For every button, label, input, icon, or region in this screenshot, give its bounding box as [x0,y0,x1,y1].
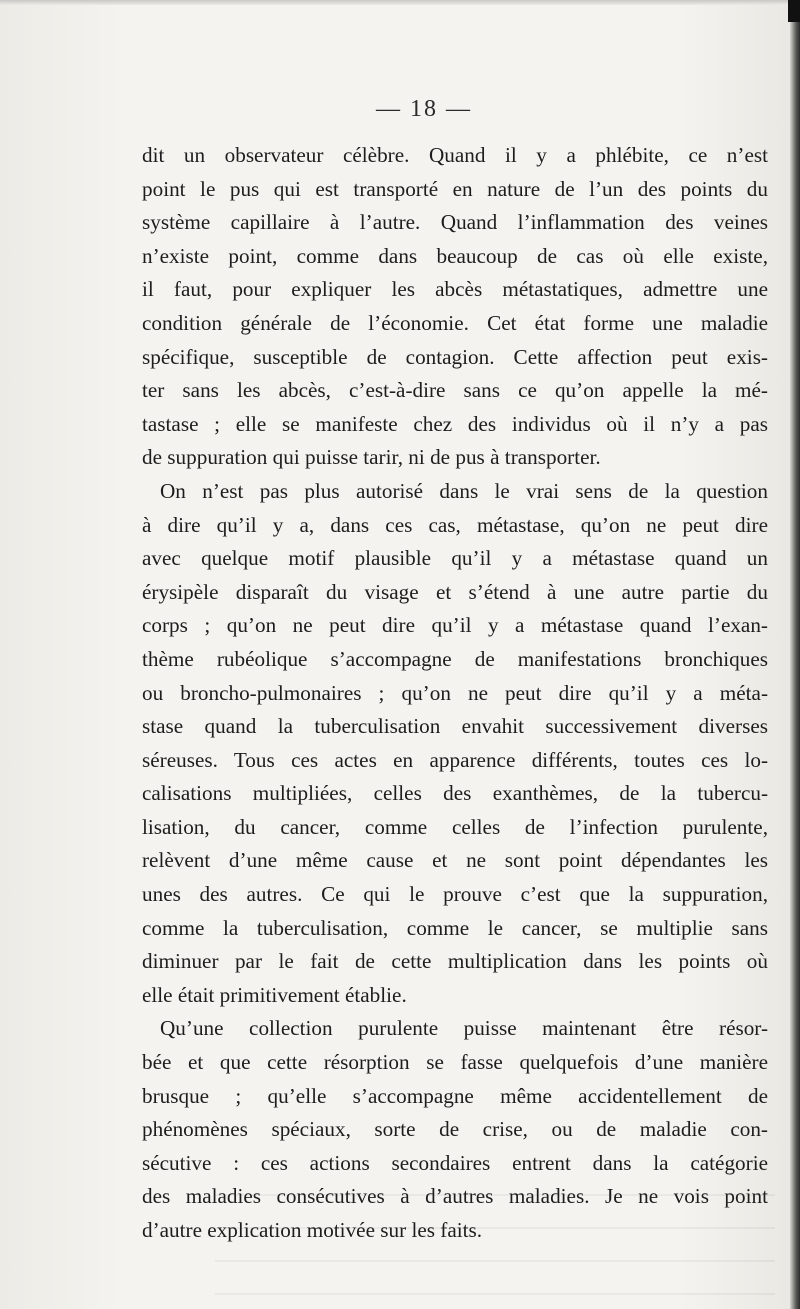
text-line: corps ; qu’on ne peut dire qu’il y a métastase quand l’exan- [142,613,768,638]
text-line: thème rubéolique s’accompagne de manifestations bronchiques [142,646,768,671]
paragraph-last-line: elle était primitivement établie. [142,982,407,1007]
text-line: lisation, du cancer, comme celles de l’infection purulente, [142,814,768,839]
page-number: — 18 — [376,96,472,122]
text-line: tastase ; elle se manifeste chez des individus où il n’y a pas [142,411,768,436]
text-line: ter sans les abcès, c’est-à-dire sans ce qu’on appelle la mé- [142,378,768,403]
page-top-edge [0,0,800,5]
text-line: système capillaire à l’autre. Quand l’inflammation des veines [142,210,768,235]
text-line: diminuer par le fait de cette multiplication dans les points où [142,949,768,974]
text-line: stase quand la tuberculisation envahit successivement diverses [142,714,768,739]
text-line: calisations multipliées, celles des exanthèmes, de la tubercu- [142,781,768,806]
paragraph-first-line: On n’est pas plus autorisé dans le vrai sens de la question [160,478,768,503]
text-line: des maladies consécutives à d’autres maladies. Je ne vois point [142,1184,768,1209]
text-line: n’existe point, comme dans beaucoup de cas où elle existe, [142,243,768,268]
text-line: point le pus qui est transporté en nature de l’un des points du [142,176,768,201]
text-line: ou broncho-pulmonaires ; qu’on ne peut dire qu’il y a méta- [142,680,768,705]
text-line: sécutive : ces actions secondaires entrent dans la catégorie [142,1150,768,1175]
text-line: phénomènes spéciaux, sorte de crise, ou de maladie con- [142,1117,768,1142]
text-line: condition générale de l’économie. Cet état forme une maladie [142,310,768,335]
text-line: spécifique, susceptible de contagion. Cette affection peut exis- [142,344,768,369]
text-line: il faut, pour expliquer les abcès métastatiques, admettre une [142,277,768,302]
text-line: bée et que cette résorption se fasse quelquefois d’une manière [142,1050,768,1075]
text-line: dit un observateur célèbre. Quand il y a phlébite, ce n’est [142,143,768,167]
text-line: érysipèle disparaît du visage et s’étend à une autre partie du [142,579,768,604]
text-line: unes des autres. Ce qui le prouve c’est que la suppuration, [142,882,768,907]
body-text [142,139,768,1248]
text-line: à dire qu’il y a, dans ces cas, métastase, qu’on ne peut dire [142,512,768,537]
text-line: brusque ; qu’elle s’accompagne même accidentellement de [142,1083,768,1108]
text-line: séreuses. Tous ces actes en apparence différents, toutes ces lo- [142,747,768,772]
corner-mark [788,0,800,22]
show-through-texture [215,1175,775,1295]
paragraph-last-line: de suppuration qui puisse tarir, ni de pus à transporter. [142,445,601,470]
text-line: avec quelque motif plausible qu’il y a métastase quand un [142,546,768,571]
text-line: comme la tuberculisation, comme le cancer, se multiplie sans [142,915,768,940]
page-binding-edge [790,0,800,1309]
paragraph-last-line: d’autre explication motivée sur les faits. [142,1218,483,1242]
text-line: relèvent d’une même cause et ne sont point dépendantes les [142,848,768,873]
paragraph-first-line: Qu’une collection purulente puisse maintenant être résor- [160,1016,768,1041]
